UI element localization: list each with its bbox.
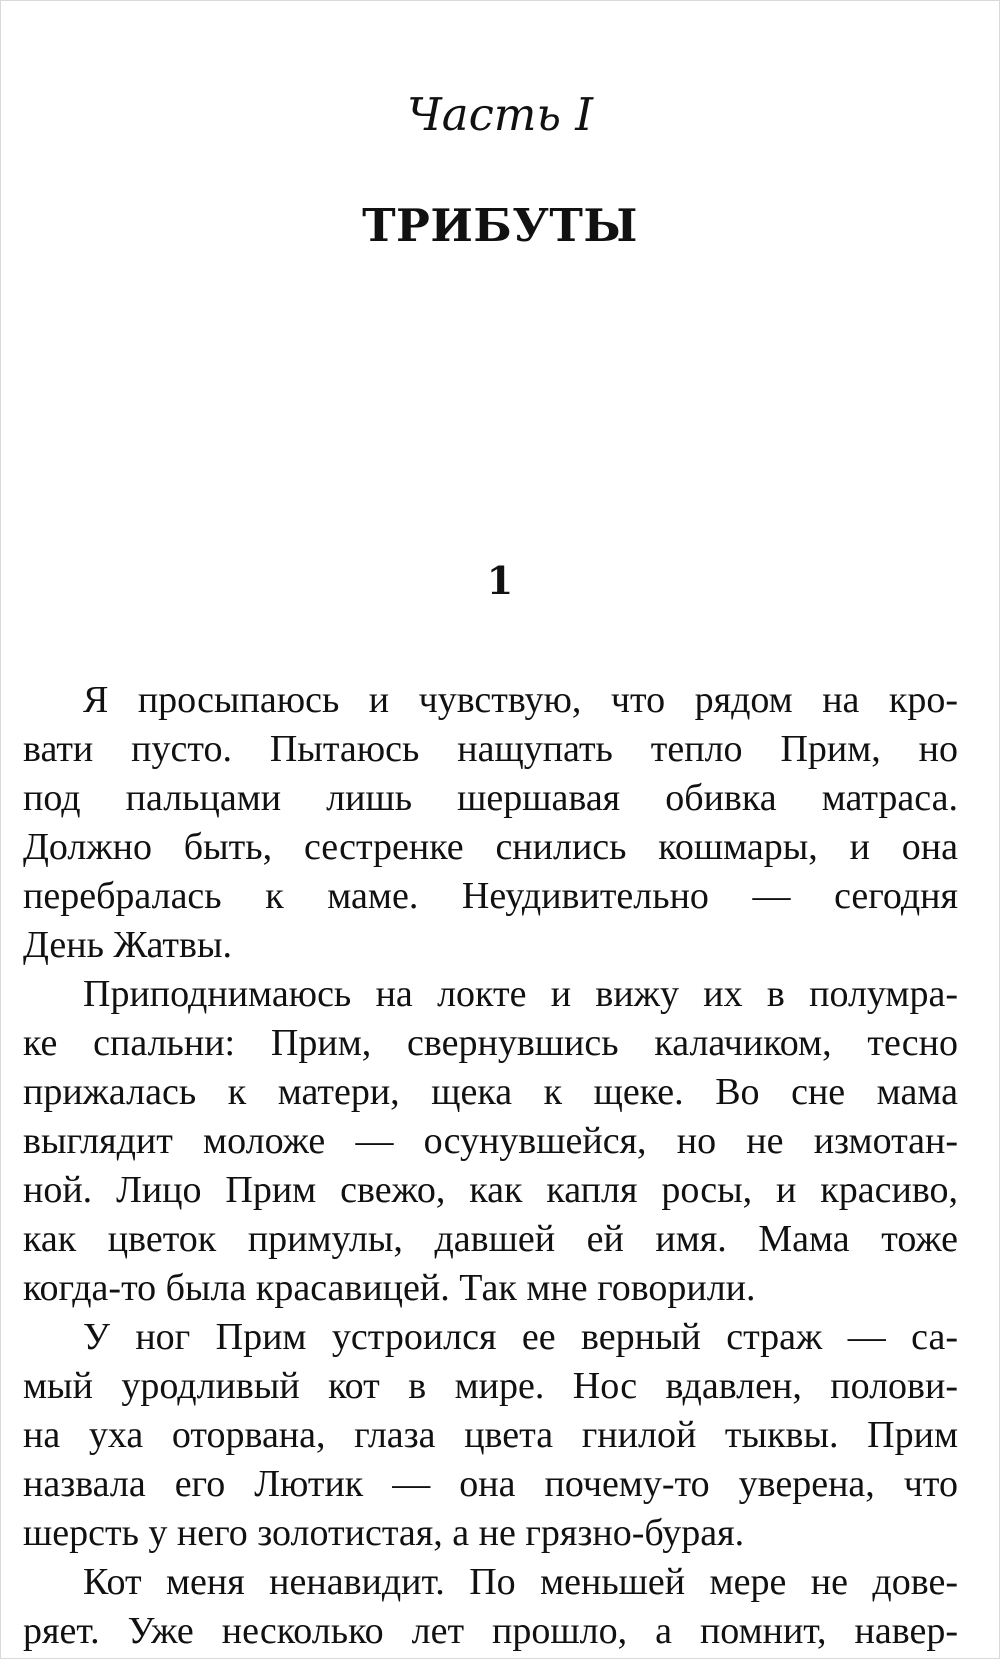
- text-line: Приподнимаюсь на локте и вижу их в полумра-: [83, 973, 958, 1015]
- text-line: ке спальни: Прим, свернувшись калачиком, тесно: [23, 1022, 958, 1064]
- text-line: мый уродливый кот в мире. Нос вдавлен, полови-: [23, 1365, 958, 1407]
- body-text: [23, 676, 958, 1656]
- text-line: Я просыпаюсь и чувствую, что рядом на кро-: [83, 679, 958, 721]
- text-line: назвала его Лютик — она почему-то уверена, что: [23, 1463, 958, 1505]
- text-line: перебралась к маме. Неудивительно — сегодня: [23, 875, 958, 917]
- text-line: шерсть у него золотистая, а не грязно-бурая.: [23, 1512, 745, 1554]
- text-line: как цветок примулы, давшей ей имя. Мама тоже: [23, 1218, 958, 1260]
- text-line: на уха оторвана, глаза цвета гнилой тыквы. Прим: [23, 1414, 958, 1456]
- text-line: ряет. Уже несколько лет прошло, а помнит, навер-: [23, 1610, 958, 1652]
- text-line: У ног Прим устроился ее верный страж — са-: [83, 1316, 958, 1358]
- part-title: Часть I: [406, 88, 594, 141]
- text-line: под пальцами лишь шершавая обивка матраса.: [23, 777, 958, 819]
- text-line: прижалась к матери, щека к щеке. Во сне мама: [23, 1071, 958, 1113]
- text-line: когда-то была красавицей. Так мне говорили.: [23, 1267, 756, 1309]
- text-line: ной. Лицо Прим свежо, как капля росы, и красиво,: [23, 1169, 958, 1211]
- text-line: выглядит моложе — осунувшейся, но не измотан-: [23, 1120, 958, 1162]
- chapter-number: 1: [486, 558, 514, 603]
- text-line: Кот меня ненавидит. По меньшей мере не дове-: [83, 1561, 958, 1603]
- text-line: День Жатвы.: [23, 924, 232, 966]
- text-line: Должно быть, сестренке снились кошмары, и она: [23, 826, 958, 868]
- part-name: ТРИБУТЫ: [362, 199, 638, 252]
- text-line: вати пусто. Пытаюсь нащупать тепло Прим, но: [23, 728, 958, 770]
